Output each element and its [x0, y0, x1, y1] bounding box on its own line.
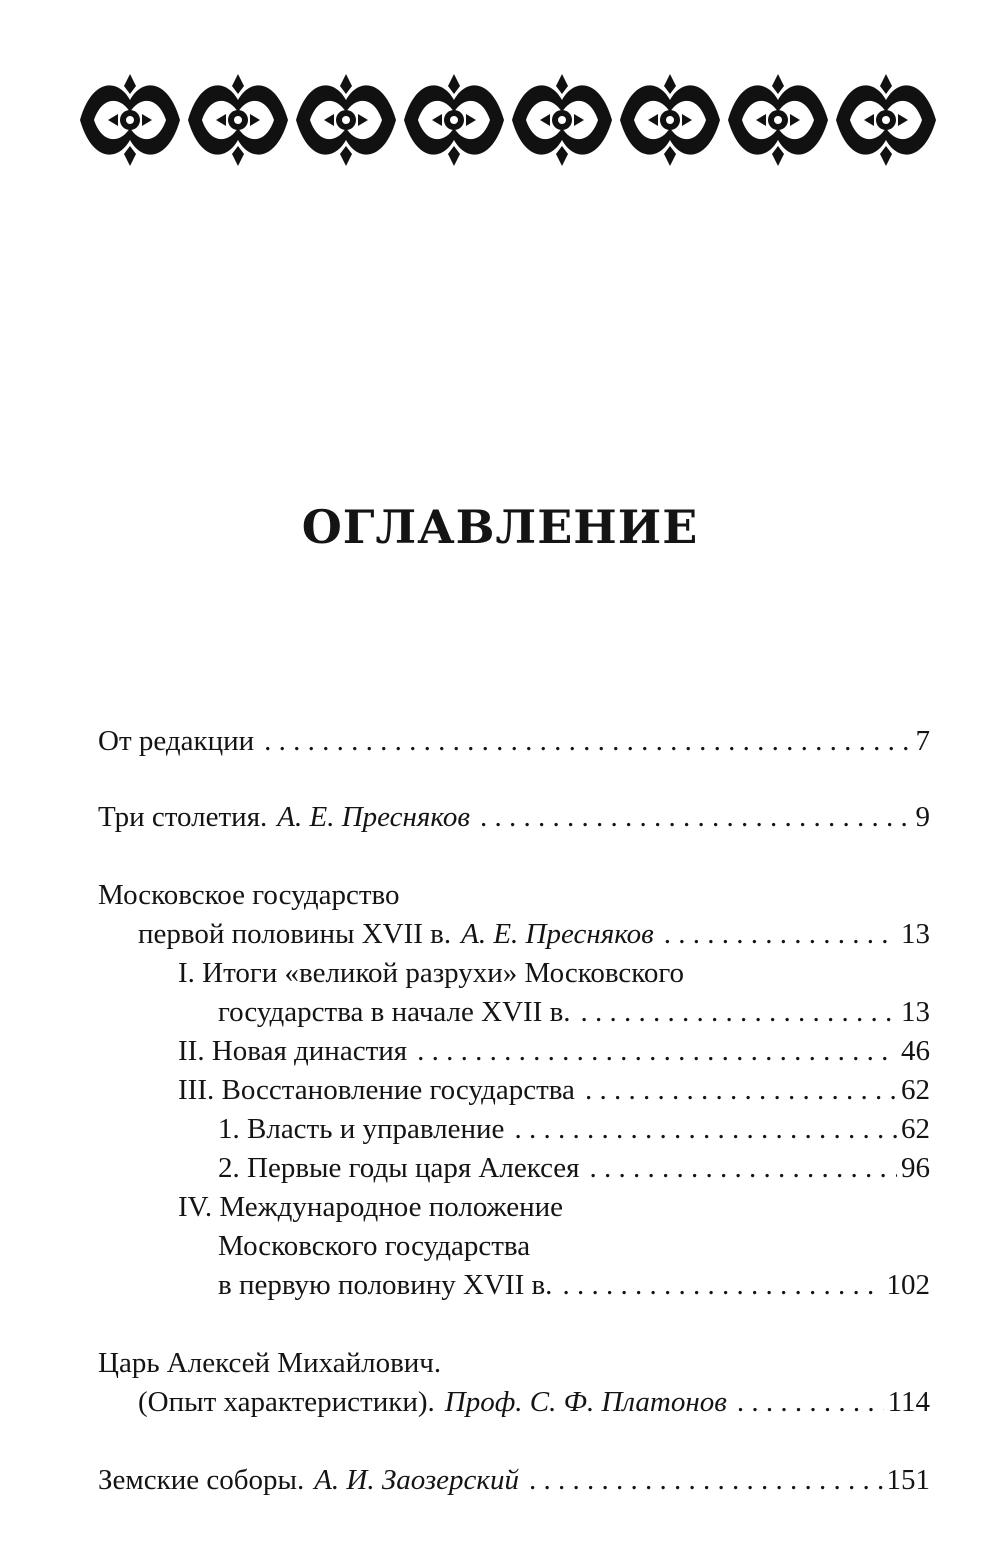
toc-page-number: 9: [915, 801, 930, 833]
leader-dots: [581, 993, 897, 1032]
leader-dots: [585, 1071, 897, 1110]
leader-dots: [664, 915, 897, 954]
toc-entry-title: От редакции: [98, 725, 255, 757]
toc-entry-zemsky-sobors[interactable]: [98, 1461, 930, 1500]
toc-entry-title: Земские соборы.: [98, 1464, 305, 1496]
toc-subentry-new-dynasty[interactable]: [98, 1032, 930, 1071]
toc-entry-title: II. Новая династия: [178, 1035, 408, 1067]
toc-entry-title: государства в начале XVII в.: [218, 996, 571, 1028]
toc-entry-author: А. Е. Пресняков: [277, 801, 470, 833]
leader-dots: [264, 722, 911, 761]
toc-entry-author: А. Е. Пресняков: [461, 918, 654, 950]
toc-page-number: 62: [901, 1113, 930, 1145]
toc-page-number: 96: [901, 1152, 930, 1184]
toc-subentry-power-administration[interactable]: [98, 1110, 930, 1149]
toc-entry-title: Московское государство: [98, 879, 400, 911]
toc-entry-title: Царь Алексей Михайлович.: [98, 1347, 442, 1379]
toc-entry-title-line: [98, 1344, 930, 1383]
toc-page-number: 62: [901, 1074, 930, 1106]
toc-subentry-first-years-alexei[interactable]: [98, 1149, 930, 1188]
toc-entry-title: Московского государства: [218, 1230, 531, 1262]
toc-page-number: 151: [886, 1464, 930, 1496]
toc-entry-title-line: [98, 876, 930, 915]
leader-dots: [562, 1266, 882, 1305]
toc-entry-author: Проф. С. Ф. Платонов: [444, 1386, 727, 1418]
toc-entry-title: первой половины XVII в.: [138, 918, 452, 950]
toc-entry-author: А. И. Заозерский: [314, 1464, 519, 1496]
toc-entry-title: 1. Власть и управление: [218, 1113, 505, 1145]
toc-entry-title: (Опыт характеристики).: [138, 1386, 435, 1418]
toc-entry-title: III. Восстановление государства: [178, 1074, 575, 1106]
toc-entry-title: в первую половину XVII в.: [218, 1269, 553, 1301]
toc-entry-title: I. Итоги «великой разрухи» Московского: [178, 957, 684, 989]
toc-entry-editorial[interactable]: [98, 722, 930, 761]
toc-page-number: 114: [887, 1386, 930, 1418]
leader-dots: [737, 1383, 884, 1422]
toc-entry-title: Три столетия.: [98, 801, 268, 833]
table-of-contents: [98, 722, 930, 1500]
toc-subentry-international-position[interactable]: [98, 1266, 930, 1305]
page-title: ОГЛАВЛЕНИЕ: [301, 500, 699, 554]
toc-entry-tsar-alexei[interactable]: [98, 1383, 930, 1422]
decorative-ornament-border: [80, 70, 942, 170]
leader-dots: [514, 1110, 897, 1149]
toc-subentry-title-line: [98, 1227, 930, 1266]
toc-subentry-title-line: [98, 954, 930, 993]
toc-page-number: 13: [901, 996, 930, 1028]
toc-subentry-title-line: [98, 1188, 930, 1227]
toc-entry-title: IV. Международное положение: [178, 1191, 564, 1223]
leader-dots: [590, 1149, 897, 1188]
leader-dots: [417, 1032, 897, 1071]
toc-entry-title: 2. Первые годы царя Алексея: [218, 1152, 580, 1184]
toc-entry-three-centuries[interactable]: [98, 798, 930, 837]
toc-entry-moscow-state[interactable]: [98, 915, 930, 954]
toc-page-number: 13: [901, 918, 930, 950]
toc-page-number: 7: [915, 725, 930, 757]
toc-page-number: 102: [886, 1269, 930, 1301]
leader-dots: [529, 1461, 883, 1500]
toc-subentry-restoration[interactable]: [98, 1071, 930, 1110]
toc-page-number: 46: [901, 1035, 930, 1067]
leader-dots: [480, 798, 912, 837]
toc-subentry-great-ruin[interactable]: [98, 993, 930, 1032]
